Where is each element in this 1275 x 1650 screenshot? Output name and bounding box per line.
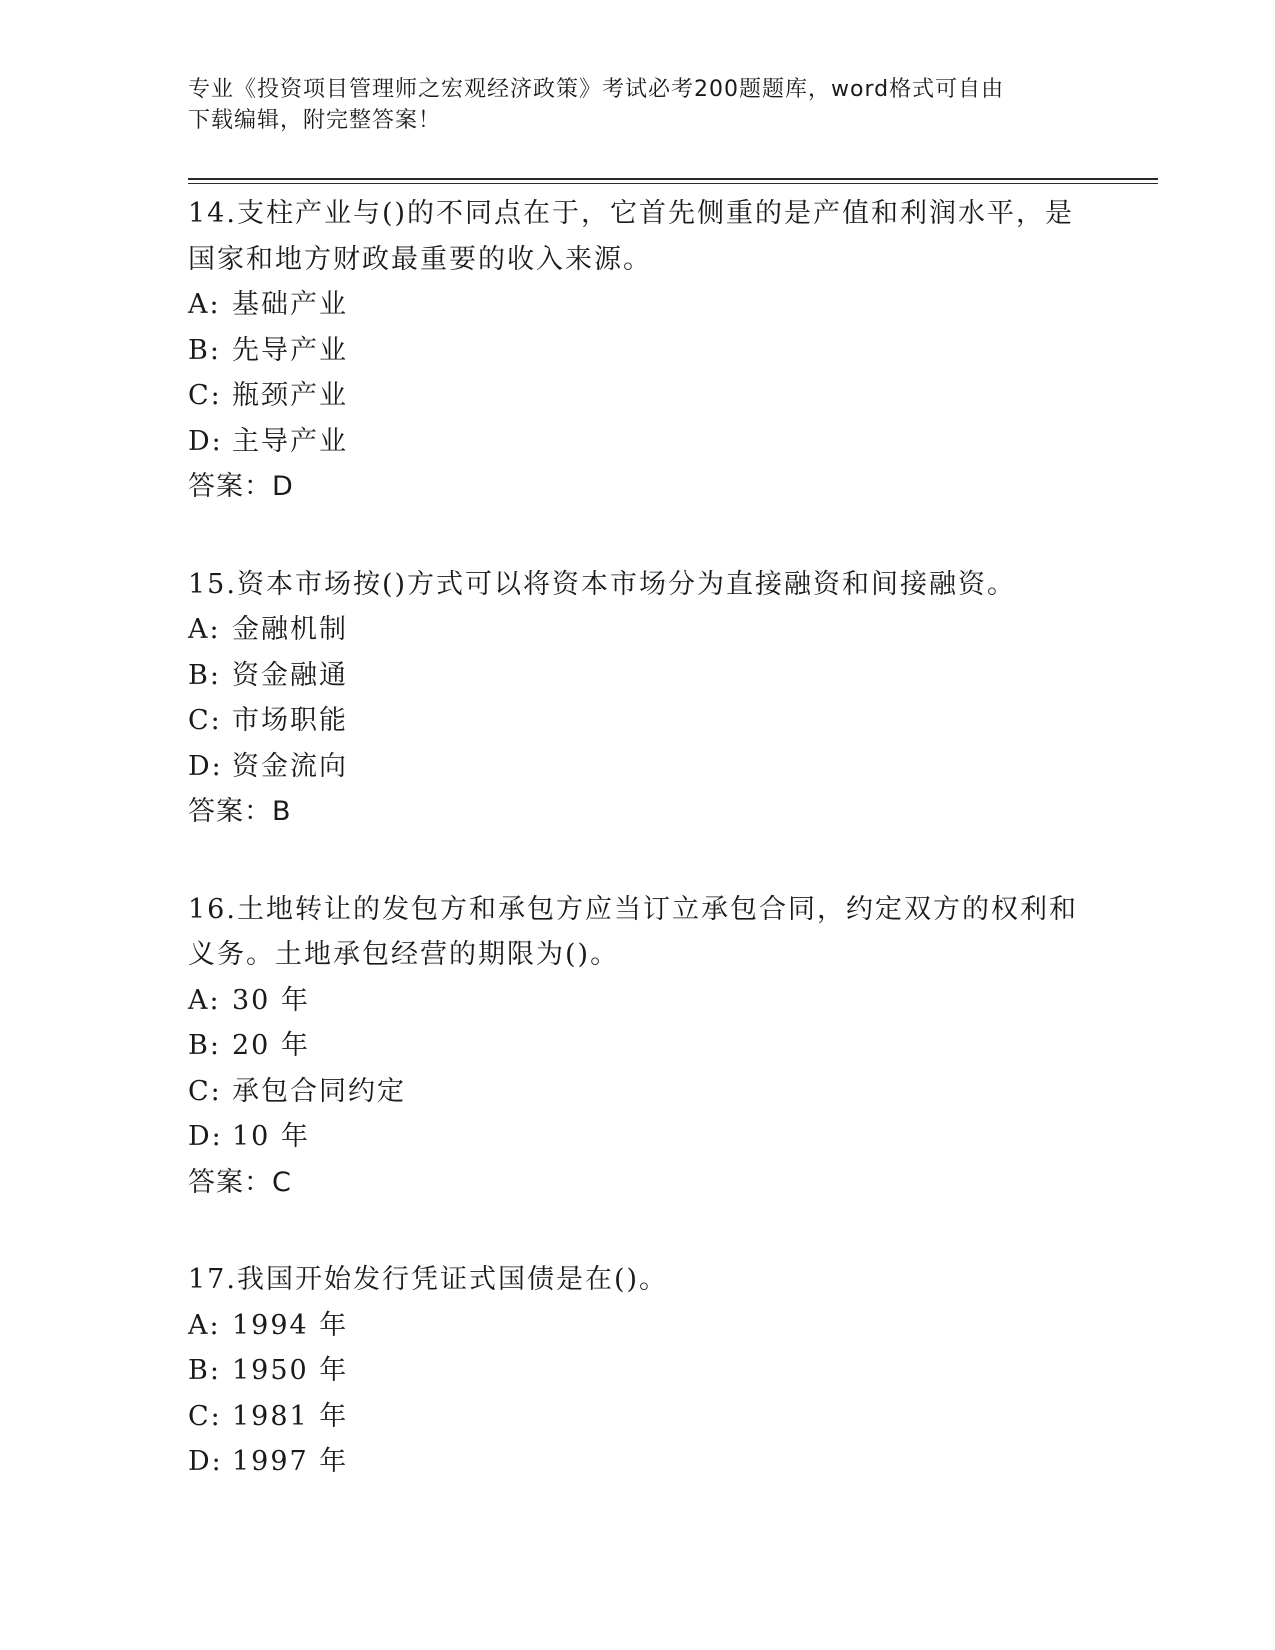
option-letter: C: (188, 380, 222, 411)
option-text: 基础产业 (232, 289, 348, 320)
question-text (188, 887, 1088, 933)
question-text-line-1: 资本市场按()方式可以将资本市场分为直接融资和间接融资。 (236, 568, 1017, 600)
header-divider (188, 178, 1158, 184)
option-text: 1994 年 (232, 1309, 349, 1341)
question-text (188, 1257, 1088, 1303)
option-text: 30 年 (232, 984, 310, 1016)
option-text: 1950 年 (232, 1355, 349, 1386)
option-text: 承包合同约定 (232, 1075, 406, 1107)
question-text-line-1: 我国开始发行凭证式国债是在()。 (236, 1264, 669, 1295)
option-letter: A: (188, 614, 221, 645)
option-text: 资金融通 (232, 659, 348, 691)
option-letter: D: (188, 750, 223, 782)
answer-line: 答案：C (188, 1166, 292, 1198)
question-number: 15. (188, 568, 237, 600)
option-text: 瓶颈产业 (232, 380, 348, 411)
question-text-line-1: 支柱产业与()的不同点在于，它首先侧重的是产值和利润水平，是 (236, 198, 1075, 229)
question-text-line-2: 国家和地方财政最重要的收入来源。 (188, 243, 652, 275)
option-a (188, 978, 1088, 1024)
question-16 (188, 887, 1088, 1206)
option-text: 资金流向 (232, 750, 348, 782)
option-d (188, 1114, 1088, 1160)
option-text: 1981 年 (232, 1400, 349, 1432)
option-a (188, 282, 1088, 328)
option-letter: C: (188, 1400, 222, 1432)
option-c (188, 373, 1088, 419)
option-letter: B: (188, 1030, 221, 1061)
question-text (188, 191, 1088, 237)
answer-line: 答案：D (188, 471, 294, 502)
option-c (188, 698, 1088, 744)
option-letter: A: (188, 984, 221, 1016)
option-a (188, 1303, 1088, 1349)
option-text: 1997 年 (232, 1446, 349, 1477)
header-line-1: 专业《投资项目管理师之宏观经济政策》考试必考200题题库，word格式可自由 (188, 77, 1005, 102)
document-header (188, 74, 1068, 136)
question-text-line-2: 义务。土地承包经营的期限为()。 (188, 939, 620, 970)
option-letter: D: (188, 1121, 223, 1152)
option-letter: B: (188, 659, 221, 691)
question-list (188, 191, 1088, 1537)
option-text: 先导产业 (232, 334, 348, 366)
option-b (188, 1023, 1088, 1069)
question-15 (188, 562, 1088, 835)
option-letter: D: (188, 1446, 223, 1477)
option-text: 市场职能 (232, 705, 348, 736)
option-letter: C: (188, 705, 222, 736)
option-c (188, 1069, 1088, 1115)
header-line-2: 下载编辑，附完整答案！ (188, 108, 442, 133)
option-letter: D: (188, 425, 223, 457)
option-b (188, 328, 1088, 374)
option-b (188, 1348, 1088, 1394)
question-number: 14. (188, 198, 237, 229)
question-text-line-1: 土地转让的发包方和承包方应当订立承包合同，约定双方的权利和 (236, 893, 1078, 925)
question-17 (188, 1257, 1088, 1485)
option-letter: A: (188, 1309, 221, 1341)
option-d (188, 1439, 1088, 1485)
option-a (188, 607, 1088, 653)
option-c (188, 1394, 1088, 1440)
option-text: 金融机制 (232, 614, 348, 645)
question-14 (188, 191, 1088, 510)
option-letter: A: (188, 289, 221, 320)
option-text: 10 年 (232, 1121, 310, 1152)
question-text (188, 562, 1088, 608)
option-letter: B: (188, 334, 221, 366)
option-text: 主导产业 (232, 425, 348, 457)
option-b (188, 653, 1088, 699)
document-page (188, 0, 1158, 1650)
option-text: 20 年 (232, 1030, 310, 1061)
question-number: 16. (188, 893, 237, 925)
option-d (188, 744, 1088, 790)
option-letter: C: (188, 1075, 222, 1107)
answer-line: 答案：B (188, 796, 292, 827)
option-d (188, 419, 1088, 465)
option-letter: B: (188, 1355, 221, 1386)
question-number: 17. (188, 1264, 237, 1295)
